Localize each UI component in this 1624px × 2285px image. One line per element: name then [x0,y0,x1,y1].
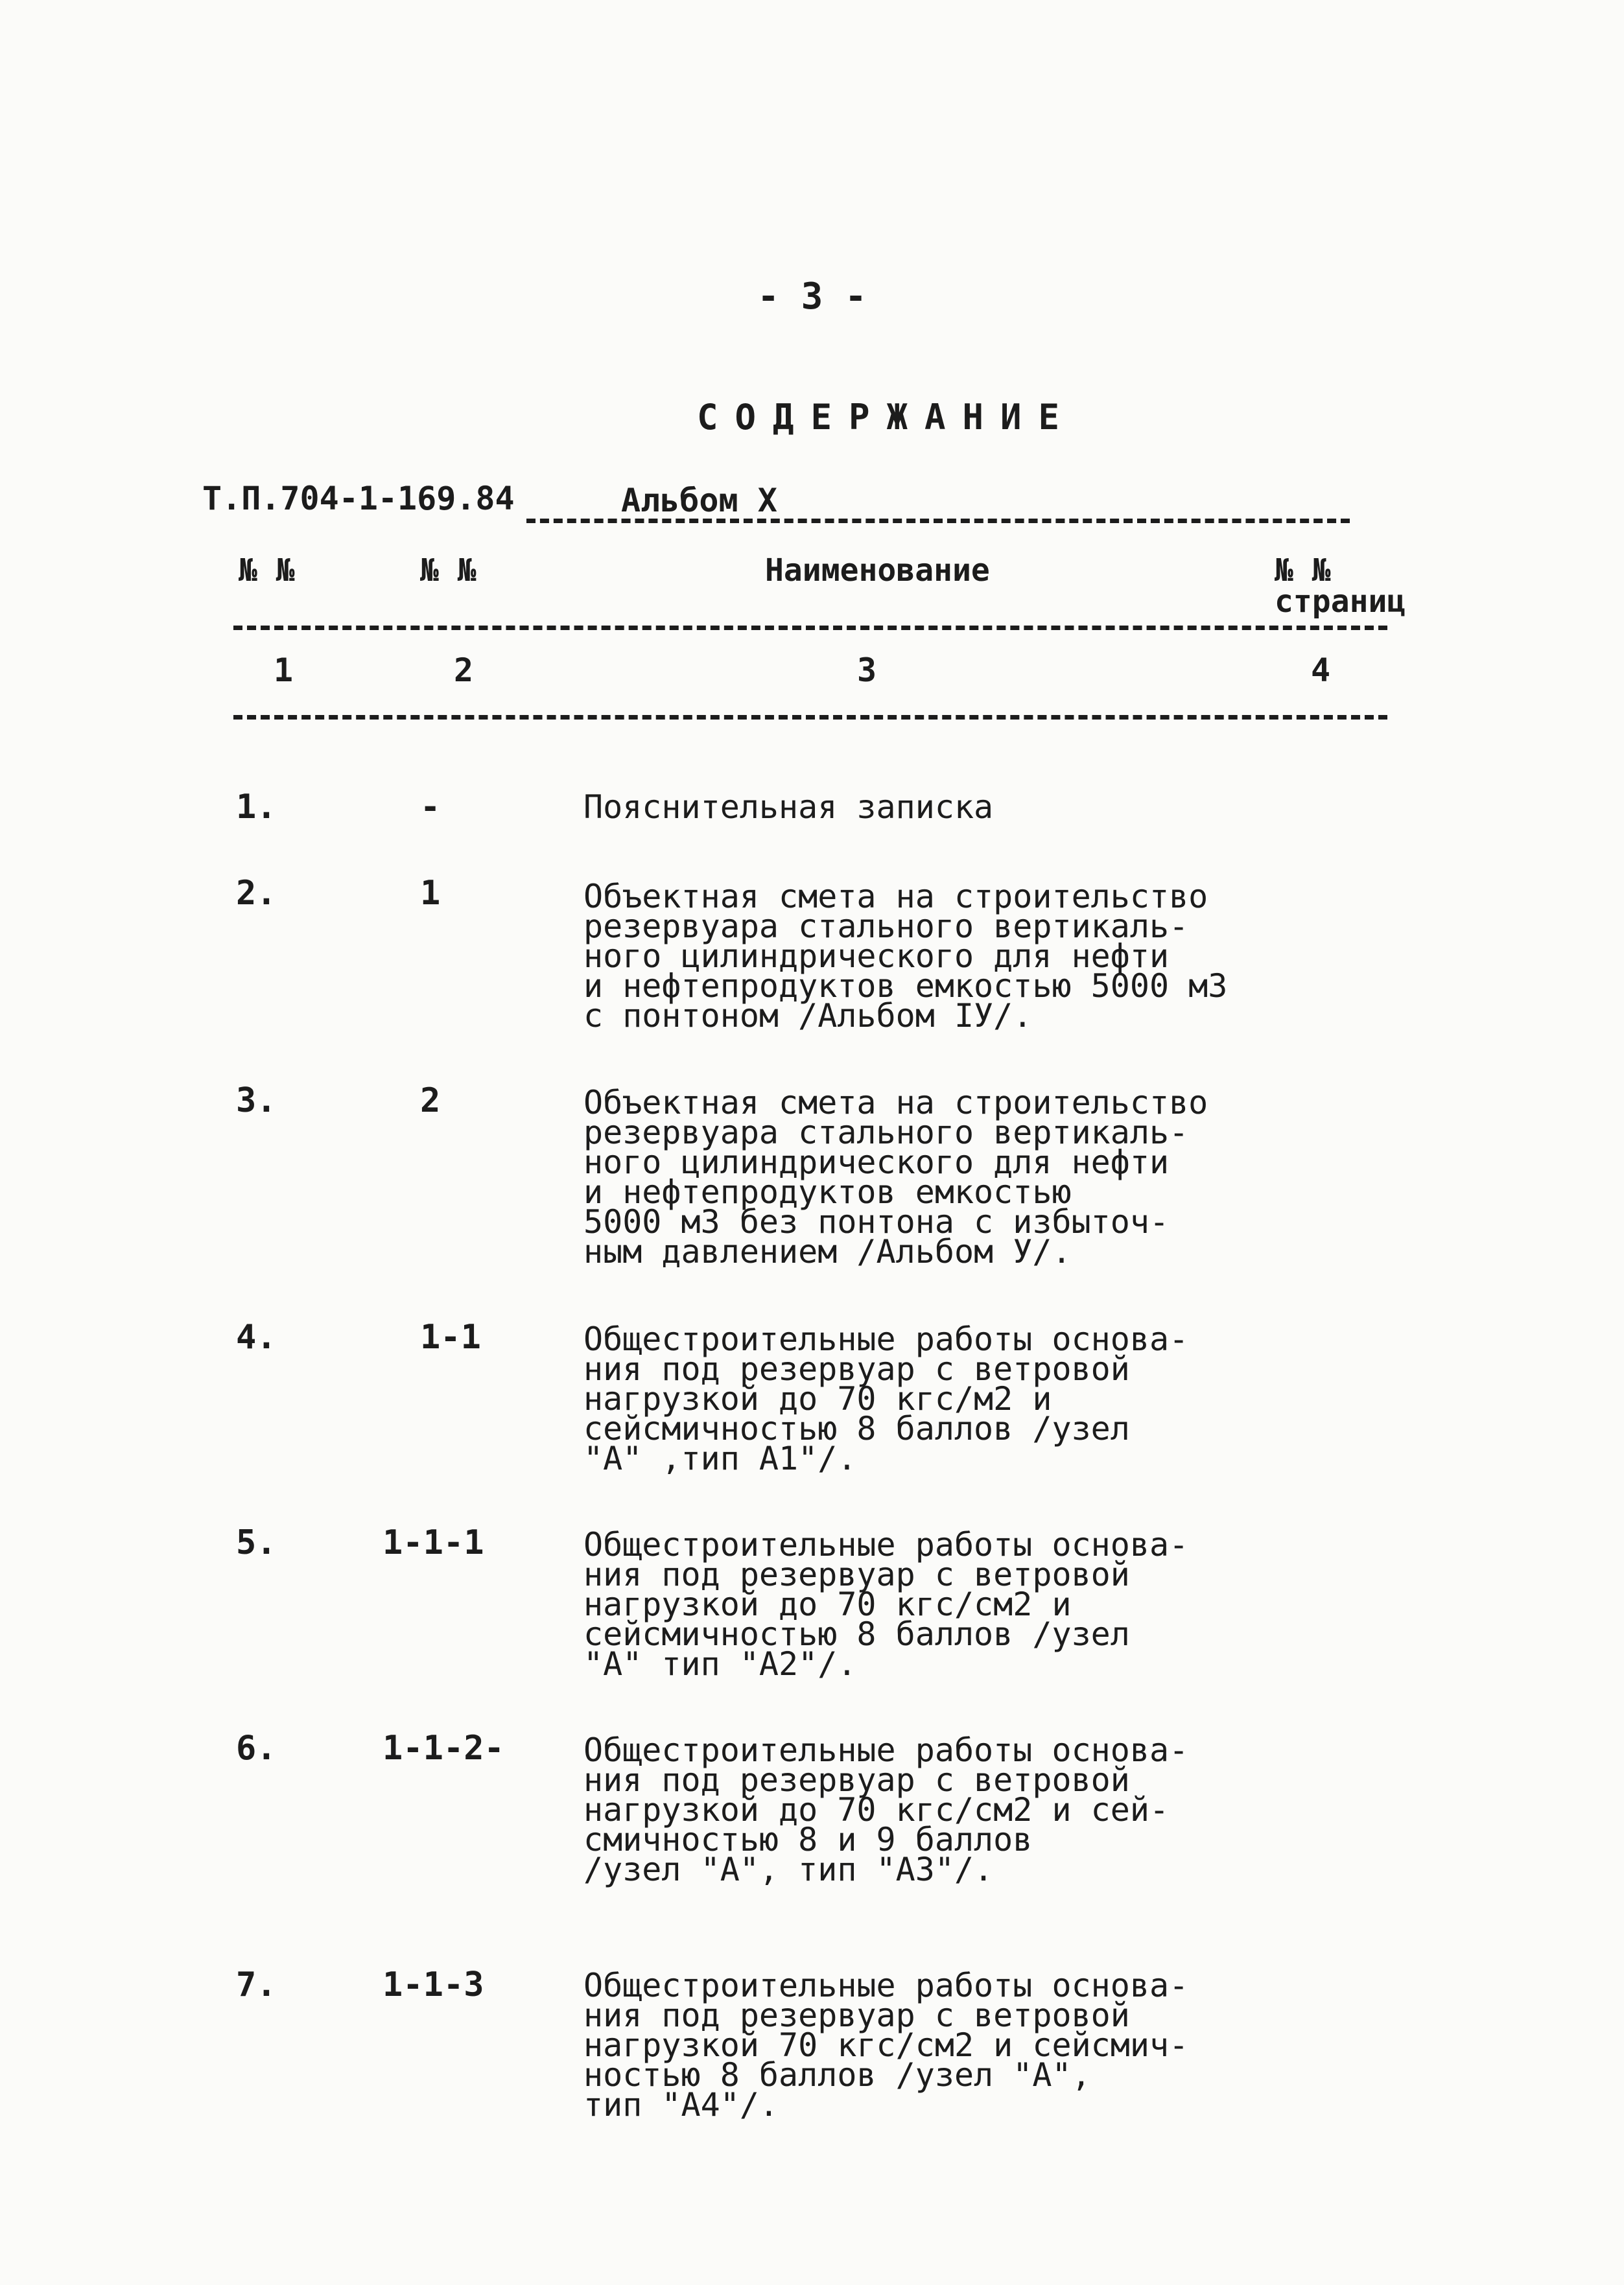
header-divider [233,626,1387,630]
entry-number: 4. [236,1318,277,1357]
entry-description: Пояснительная записка [583,788,994,826]
column-number-2: 2 [454,651,474,689]
entry-number: 3. [236,1081,277,1120]
document-code: Т.П.704-1-169.84 [202,480,515,517]
album-label: Альбом X [621,482,777,519]
entry-number: 1. [236,788,277,826]
entry-code: 1 [420,874,441,913]
entry-description: Объектная смета на строительство резервуара стального вертикаль- ного цилиндрического для нефти и нефтепродуктов емкостью 5000 м3 без понтона с избыточ- ным давлением /Альбом У/. [583,1084,1208,1271]
header-col1: № № [239,552,295,589]
entry-code: - [420,788,441,826]
column-number-1: 1 [274,651,294,689]
page-title: СОДЕРЖАНИЕ [696,397,1077,438]
header-col3: Наименование [765,552,990,589]
entry-description: Общестроительные работы основа- ния под резервуар с ветровой нагрузкой до 70 кгс/м2 и сейсмичностью 8 баллов /узел "А" ,тип А1"/. [583,1320,1189,1477]
top-divider [526,519,1350,523]
header-col4-line2: страниц [1275,583,1406,620]
header-col2: № № [420,552,477,589]
entry-code: 1-1-2- [382,1729,504,1768]
header-col4-line1: № № [1275,552,1331,589]
entry-code: 1-1 [420,1318,481,1357]
entry-number: 7. [236,1965,277,2004]
entry-number: 5. [236,1523,277,1562]
entry-description: Общестроительные работы основа- ния под резервуар с ветровой нагрузкой 70 кгс/см2 и сейсмич- ностью 8 баллов /узел "А", тип "А4"/. [583,1967,1189,2124]
entry-code: 1-1-3 [382,1965,484,2004]
entry-description: Общестроительные работы основа- ния под резервуар с ветровой нагрузкой до 70 кгс/см2 и сейсмичностью 8 баллов /узел "А" тип "А2"/. [583,1526,1189,1683]
entry-number: 6. [236,1729,277,1768]
entry-code: 1-1-1 [382,1523,484,1562]
page-number: - 3 - [757,275,867,318]
entry-code: 2 [420,1081,441,1120]
column-number-3: 3 [857,651,877,689]
column-number-4: 4 [1311,651,1331,689]
entry-description: Объектная смета на строительство резервуара стального вертикаль- ного цилиндрического для нефти и нефтепродуктов емкостью 5000 м3 с понтоном /Альбом IУ/. [583,878,1228,1035]
column-number-divider [233,715,1387,720]
entry-description: Общестроительные работы основа- ния под резервуар с ветровой нагрузкой до 70 кгс/см2 и сей- смичностью 8 и 9 баллов /узел "А", тип "А3"/. [583,1731,1189,1888]
entry-number: 2. [236,874,277,913]
